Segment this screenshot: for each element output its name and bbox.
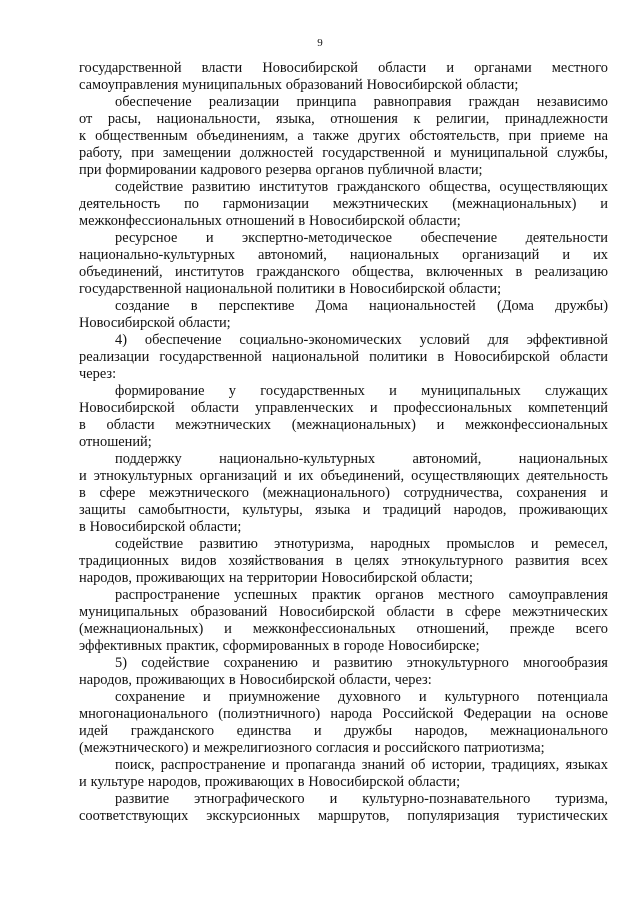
text-line: к общественным объединениям, а также других обстоятельств, при приеме на <box>79 128 608 144</box>
text-line: народов, проживающих на территории Новосибирской области; <box>79 570 474 586</box>
text-line: Новосибирской области управленческих и профессиональных компетенций <box>79 400 608 416</box>
text-line: соответствующих экскурсионных маршрутов, популяризация туристических <box>79 808 608 824</box>
text-line: идей гражданского единства и дружбы народов, межнационального <box>79 723 608 739</box>
text-line: 4) обеспечение социально-экономических условий для эффективной <box>115 332 608 348</box>
text-line: содействие развитию институтов гражданского общества, осуществляющих <box>115 179 608 195</box>
body-text <box>79 60 608 825</box>
text-line: самоуправления муниципальных образований Новосибирской области; <box>79 77 519 93</box>
text-line: государственной власти Новосибирской области и органами местного <box>79 60 608 76</box>
text-line: государственной национальной политики в Новосибирской области; <box>79 281 502 297</box>
text-line: деятельность по гармонизации межэтнических (межнациональных) и <box>79 196 608 212</box>
text-line: от расы, национальности, языка, отношения к религии, принадлежности <box>79 111 608 127</box>
text-line: муниципальных образований Новосибирской области в сфере межэтнических <box>79 604 608 620</box>
text-line: в Новосибирской области; <box>79 519 242 535</box>
text-line: Новосибирской области; <box>79 315 231 331</box>
text-line: обеспечение реализации принципа равноправия граждан независимо <box>115 94 608 110</box>
text-line: национально-культурных автономий, национальных организаций и их <box>79 247 608 263</box>
text-line: объединений, институтов гражданского общества, включенных в реализацию <box>79 264 608 280</box>
text-line: реализации государственной национальной политики в Новосибирской области <box>79 349 608 365</box>
text-line: содействие развитию этнотуризма, народных промыслов и ремесел, <box>115 536 608 552</box>
text-line: в области межэтнических (межнациональных) и межконфессиональных <box>79 417 608 433</box>
text-line: защиты самобытности, культуры, языка и традиций народов, проживающих <box>79 502 608 518</box>
text-line: сохранение и приумножение духовного и культурного потенциала <box>115 689 608 705</box>
text-line: в сфере межэтнического (межнационального) сотрудничества, сохранения и <box>79 485 608 501</box>
text-line: ресурсное и экспертно-методическое обеспечение деятельности <box>115 230 608 246</box>
text-line: через: <box>79 366 117 382</box>
text-line: народов, проживающих в Новосибирской области, через: <box>79 672 432 688</box>
text-line: при формировании кадрового резерва органов публичной власти; <box>79 162 483 178</box>
text-line: и этнокультурных организаций и их объединений, осуществляющих деятельность <box>79 468 608 484</box>
text-line: поддержку национально-культурных автономий, национальных <box>115 451 608 467</box>
text-line: создание в перспективе Дома национальностей (Дома дружбы) <box>115 298 608 314</box>
text-line: эффективных практик, сформированных в городе Новосибирске; <box>79 638 480 654</box>
text-line: работу, при замещении должностей государственной и муниципальной службы, <box>79 145 608 161</box>
text-line: традиционных видов хозяйствования в целях этнокультурного развития всех <box>79 553 608 569</box>
text-line: 5) содействие сохранению и развитию этнокультурного многообразия <box>115 655 608 671</box>
text-line: (межнациональных) и межконфессиональных отношений, прежде всего <box>79 621 608 637</box>
text-line: и культуре народов, проживающих в Новосибирской области; <box>79 774 461 790</box>
text-line: отношений; <box>79 434 152 450</box>
text-line: многонационального (полиэтничного) народа Российской Федерации на основе <box>79 706 608 722</box>
text-line: межконфессиональных отношений в Новосибирской области; <box>79 213 461 229</box>
text-line: формирование у государственных и муниципальных служащих <box>115 383 608 399</box>
text-line: (межэтнического) и межрелигиозного согласия и российского патриотизма; <box>79 740 545 756</box>
text-line: распространение успешных практик органов местного самоуправления <box>115 587 608 603</box>
text-line: развитие этнографического и культурно-познавательного туризма, <box>115 791 608 807</box>
page-number: 9 <box>317 37 323 49</box>
text-line: поиск, распространение и пропаганда знаний об истории, традициях, языках <box>115 757 608 773</box>
